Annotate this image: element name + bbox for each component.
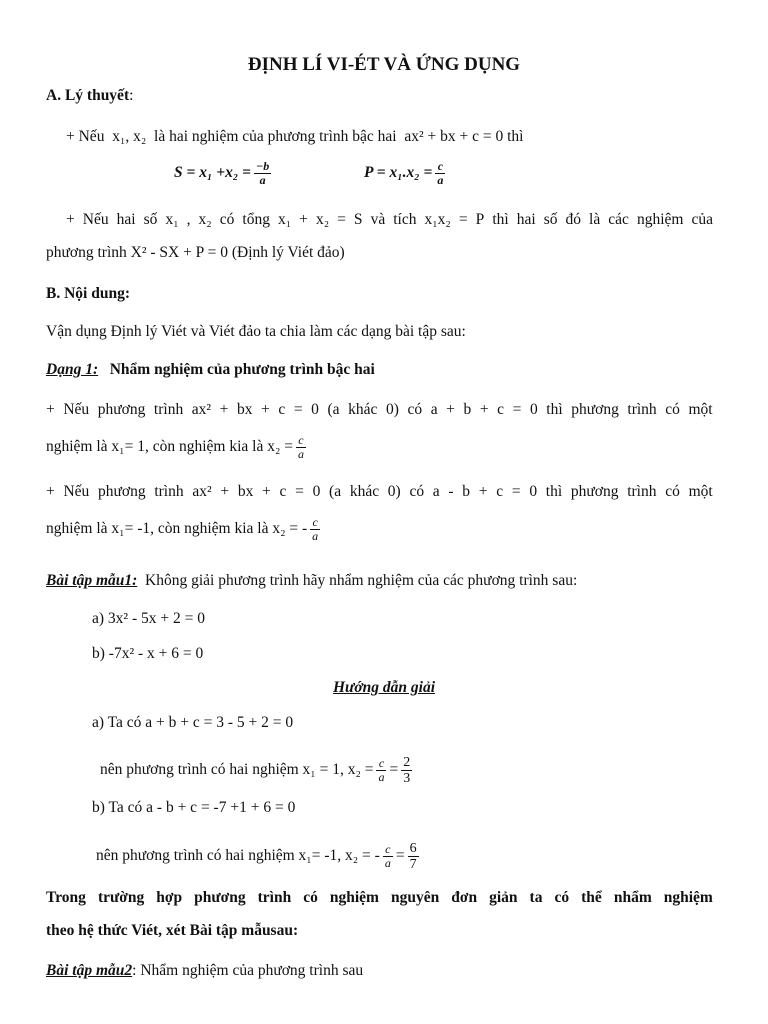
word: a	[432, 483, 440, 500]
word: +	[479, 401, 489, 418]
solution-a-fraction: $\frac{c}{a}$	[378, 756, 385, 784]
word: S	[353, 211, 363, 228]
word: một	[688, 483, 713, 500]
word: +	[219, 401, 229, 418]
word: phương	[571, 401, 619, 418]
word: các	[608, 211, 629, 228]
word: +	[261, 401, 270, 418]
word: c	[279, 483, 287, 500]
word: +	[446, 401, 455, 418]
word: b	[462, 483, 471, 500]
word: Trong	[46, 889, 86, 906]
solution-a-1: a) Ta có a + b + c = 3 - 5 + 2 = 0	[92, 714, 294, 731]
word: của	[691, 211, 713, 228]
rule-2-line-1	[46, 482, 713, 502]
word: bx	[237, 483, 254, 500]
word: =	[293, 401, 303, 418]
section-b-heading: B. Nội dung:	[46, 285, 130, 302]
word: 0	[529, 483, 538, 500]
word: =	[512, 401, 522, 418]
word: có	[219, 211, 235, 228]
word: nghiệm	[636, 211, 684, 228]
word: c	[496, 483, 504, 500]
word: và	[370, 211, 386, 228]
word: (a	[329, 483, 342, 500]
word: phương	[97, 401, 146, 418]
example-2-heading: Bài tập mẫu2: Nhẩm nghiệm của phương trình sau	[46, 962, 364, 979]
solution-b-result: $\frac{6}{7}$	[409, 841, 417, 872]
rule-2-fraction: $\frac{c}{a}$	[312, 515, 319, 543]
word: hợp	[156, 889, 183, 906]
word: Nếu	[82, 211, 109, 228]
product-fraction: $\frac{c}{a}$	[437, 159, 444, 187]
word: =	[295, 483, 304, 500]
word: =	[458, 211, 468, 228]
section-a-heading: A. Lý thuyết:	[46, 87, 134, 104]
word: khác	[348, 401, 378, 418]
word: =	[511, 483, 521, 500]
word: hai	[116, 211, 136, 228]
word: có	[407, 401, 423, 418]
rule-2-line-2: nghiệm là x₁= -1, còn nghiệm kia là x₂ = - $\frac{c}{a}$	[46, 515, 319, 543]
word: b	[463, 401, 472, 418]
solution-a-2: nên phương trình có hai nghiệm x₁ = 1, x₂ = $\frac{c}{a}$ = $\frac{2}{3}$	[100, 755, 411, 786]
word: x₁x₂	[424, 211, 451, 228]
example-1-a: a) 3x² - 5x + 2 = 0	[92, 610, 205, 627]
word: là	[589, 211, 601, 228]
word: ta	[529, 889, 543, 906]
word: ax²	[192, 483, 212, 500]
word: trình	[257, 889, 292, 906]
word: phương	[98, 483, 146, 500]
word: Nếu	[63, 483, 90, 500]
word: P	[475, 211, 485, 228]
word: +	[299, 211, 308, 228]
word: thể	[581, 889, 602, 906]
solution-a-result: $\frac{2}{3}$	[403, 755, 411, 786]
word: nghiệm	[663, 889, 713, 906]
word: nghiệm	[329, 889, 379, 906]
example-1-b: b) -7x² - x + 6 = 0	[92, 645, 204, 662]
word: trình	[153, 401, 184, 418]
word: thì	[546, 401, 563, 418]
word: tổng	[242, 211, 270, 228]
word: 0	[311, 401, 319, 418]
document-title: ĐỊNH LÍ VI-ÉT VÀ ỨNG DỤNG	[247, 54, 521, 75]
note-line-2: theo hệ thức Viét, xét Bài tập mẫusau:	[46, 922, 299, 939]
word: bx	[236, 401, 253, 418]
word: có	[554, 889, 570, 906]
word: +	[46, 401, 55, 418]
word: trình	[627, 401, 657, 418]
word: thì	[492, 211, 509, 228]
word: 0)	[387, 483, 401, 500]
word: phương	[194, 889, 246, 906]
word: =	[337, 211, 346, 228]
word: x₁	[165, 211, 179, 228]
word: 0	[312, 483, 321, 500]
word: trình	[627, 483, 657, 500]
word: số	[543, 211, 558, 228]
theory-line-2	[66, 210, 713, 230]
solution-b-2: nên phương trình có hai nghiệm x₁= -1, x₂ = - $\frac{c}{a}$ = $\frac{6}{7}$	[96, 841, 417, 872]
word: giản	[489, 889, 518, 906]
word: +	[478, 483, 488, 500]
solution-b-1: b) Ta có a - b + c = -7 +1 + 6 = 0	[92, 799, 296, 816]
word: có	[409, 483, 425, 500]
word: đơn	[451, 889, 478, 906]
word: a	[430, 401, 438, 418]
word: có	[665, 401, 680, 418]
word: +	[262, 483, 271, 500]
word: -	[448, 483, 454, 500]
dang1-heading: Dạng 1: Nhẩm nghiệm của phương trình bậc hai	[46, 361, 375, 378]
word: có	[303, 889, 318, 906]
word: +	[220, 483, 230, 500]
word: đó	[565, 211, 582, 228]
word: c	[497, 401, 505, 418]
solution-b-fraction: $\frac{c}{a}$	[384, 842, 391, 870]
word: thì	[545, 483, 563, 500]
word: phương	[570, 483, 619, 500]
word: ax²	[191, 401, 212, 418]
word: +	[46, 483, 55, 500]
word: c	[278, 401, 286, 418]
word: x₁	[277, 211, 292, 228]
word: số	[143, 211, 158, 228]
example-1-heading: Bài tập mẫu1: Không giải phương trình hãy nhẩm nghiệm của các phương trình sau:	[46, 572, 578, 589]
rule-1-line-2: nghiệm là x₁= 1, còn nghiệm kia là x₂ = $\frac{c}{a}$	[46, 433, 304, 461]
word: ,	[186, 211, 191, 228]
sum-fraction: $\frac{-b}{a}$	[255, 159, 270, 187]
word: một	[688, 401, 713, 418]
word: khác	[349, 483, 380, 500]
word: tích	[393, 211, 417, 228]
theory-line-1: + Nếu x₁, x₂ là hai nghiệm của phương trình bậc hai ax² + bx + c = 0 thì	[66, 128, 524, 145]
guide-title: Hướng dẫn giải	[332, 679, 435, 696]
word: 0)	[385, 401, 399, 418]
sum-formula: S = x₁ +x₂ = $\frac{-b}{a}$	[174, 159, 270, 187]
theory-line-2b: phương trình X² - SX + P = 0 (Định lý Viét đảo)	[46, 244, 345, 261]
word: (a	[327, 401, 340, 418]
rule-1-fraction: $\frac{c}{a}$	[297, 433, 304, 461]
word: hai	[516, 211, 536, 228]
note-line-1	[46, 888, 713, 908]
word: trường	[97, 889, 145, 906]
word: 0	[529, 401, 538, 418]
rule-1-line-1	[46, 400, 713, 420]
word: x₂	[315, 211, 330, 228]
word: +	[66, 211, 75, 228]
word: Nếu	[63, 401, 90, 418]
word: nhẩm	[613, 889, 652, 906]
product-formula: P = x₁.x₂ = $\frac{c}{a}$	[364, 159, 444, 187]
word: trình	[154, 483, 184, 500]
word: x₂	[198, 211, 212, 228]
word: nguyên	[390, 889, 440, 906]
word: có	[665, 483, 680, 500]
intro-text: Vận dụng Định lý Viét và Viét đảo ta chia làm các dạng bài tập sau:	[46, 323, 466, 340]
